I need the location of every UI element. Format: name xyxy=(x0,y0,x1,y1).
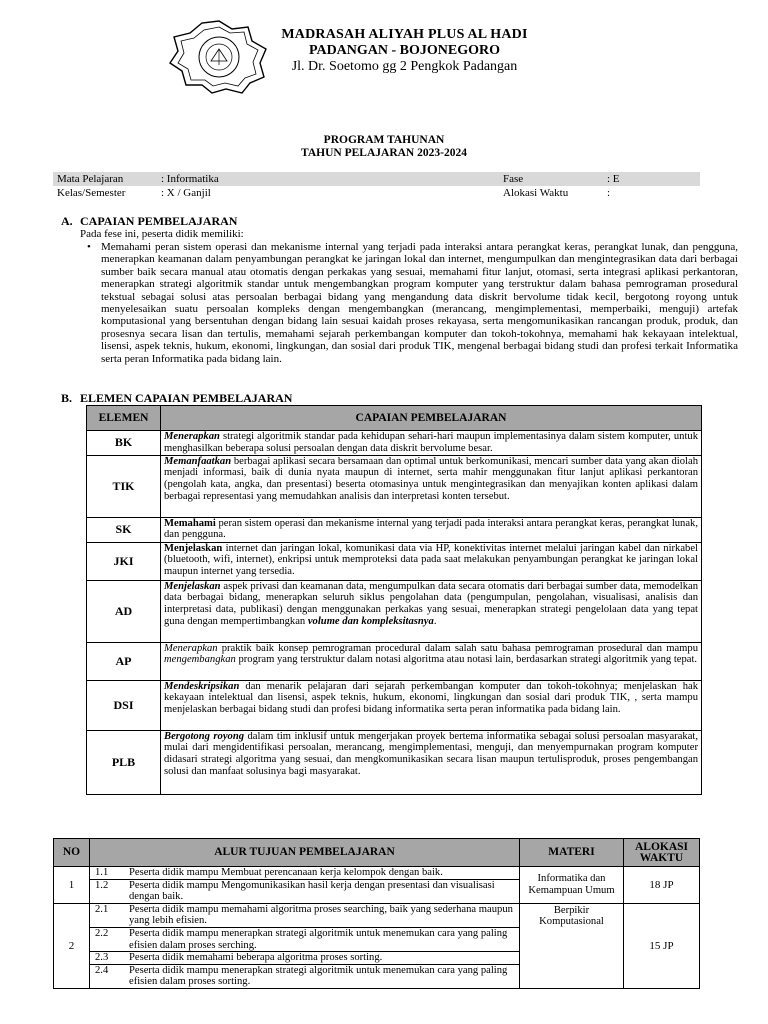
list-item xyxy=(90,928,519,952)
item-number: 2.3 xyxy=(95,952,109,964)
table-row xyxy=(87,517,702,542)
item-number: 2.1 xyxy=(95,903,109,915)
elemen-verb: Memahami xyxy=(164,517,216,529)
mapel-value: : Informatika xyxy=(161,173,219,185)
elemen-header-row xyxy=(87,406,702,431)
table-row xyxy=(87,542,702,580)
table-row xyxy=(87,730,702,794)
elemen-text: praktik baik konsep pemrograman procedural dalam salah satu bahasa pemrograman prosedural dan mampu xyxy=(217,642,698,654)
elemen-desc xyxy=(161,680,702,730)
table-row xyxy=(87,680,702,730)
school-logo xyxy=(166,19,272,95)
elemen-verb: Bergotong royong xyxy=(164,730,245,742)
section-a-intro: Pada fese ini, peserta didik memiliki: xyxy=(80,228,244,240)
materi-cell: Berpikir Komputasional xyxy=(520,903,624,988)
alokasi-value: : xyxy=(607,187,611,199)
elemen-desc xyxy=(161,455,702,517)
bullet-icon: • xyxy=(87,241,91,253)
item-text: Peserta didik memahami beberapa algoritma proses sorting. xyxy=(129,952,383,964)
item-text: Peserta didik mampu menerapkan strategi algoritmik untuk menemukan cara yang paling efisien dalam proses serching. xyxy=(129,927,508,951)
alokasi-header: ALOKASI WAKTU xyxy=(624,839,700,867)
elemen-header: ELEMEN xyxy=(87,406,161,431)
elemen-code: BK xyxy=(87,431,161,456)
section-a-letter: A. xyxy=(61,214,73,228)
list-item xyxy=(90,952,519,965)
elemen-text: aspek privasi dan keamanan data, mengumpulkan data secara otomatis dari berbagai sumber data, memodelkan data berbagai bidang, menerapkan seluruh siklus pengolahan data (pengumpulan, pengolahan, visualisasi, analisis dan interpretasi data, publikasi) dengan menggunakan perkakas yang sesuai, menerapkan strategi pengelolaan data yang tepat guna dengan mempertimbangkan xyxy=(164,580,698,627)
elemen-text: dan menarik pelajaran dari sejarah perkembangan komputer dan tokoh-tokohnya; menjelaskan hak kekayaan intelektual dan lisensi, aspek teknis, hukum, ekonomi, lingkungan dan sosial dari produk TIK, , serta mampu menjelaskan berbagai bidang studi dan profesi bidang informatika serta peran informatika pada bidang lain. xyxy=(164,680,698,716)
alokasi-label: Alokasi Waktu xyxy=(503,187,569,199)
table-row xyxy=(87,455,702,517)
school-name: MADRASAH ALIYAH PLUS AL HADI xyxy=(281,27,528,42)
elemen-desc xyxy=(161,580,702,642)
section-b-letter: B. xyxy=(61,391,73,405)
info-row xyxy=(53,172,700,186)
alur-cell xyxy=(90,867,520,904)
list-item xyxy=(90,867,519,880)
fase-value: : E xyxy=(607,173,620,185)
materi-header: MATERI xyxy=(520,839,624,867)
list-item xyxy=(90,965,519,988)
elemen-desc xyxy=(161,431,702,456)
elemen-verb: Menjelaskan xyxy=(164,580,221,592)
table-row xyxy=(87,431,702,456)
document-title: PROGRAM TAHUNAN xyxy=(323,134,445,146)
section-a-body: Memahami peran sistem operasi dan mekanisme internal yang terjadi pada interaksi antara perangkat keras, perangkat lunak, dan pengguna, menerapkan keamanan dalam penyambungan perangkat ke jaringan lokal dan internet, mengumpulkan dan mengintegrasikan data dari berbagai sumber baik secara manual atau otomatis dengan perkakas yang sesuai, memahami fitur lanjut, otomasi, serta integrasi aplikasi perkantoran, menerapkan strategi algoritmik standar untuk mengembangkan program komputer yang terstruktur dalam bahasa pemrograman prosedural tekstual sebagai solusi atas persoalan berbagai bidang yang mengandung data diskrit bervolume tidak kecil, bergotong royong untuk menyelesaikan suatu persoalan kompleks dengan mengembangkan (merancang, mengimplementasi, memperbaiki, menguji) artefak komputasional yang bersentuhan dengan bidang lain sesuai kaidah proses rekayasa, serta mengomunikasikan rancangan produk, produk, dan prosesnya secara lisan dan tertulis, memahami sejarah perkembangan komputer dan tokoh-tokohnya, memahami hak kekayaan intelektual, lisensi, aspek teknis, hukum, ekonomi, lingkungan, dan sosial dari produk TIK, mengenal berbagai bidang studi dan profesi terkait Informatika serta peran Informatika pada bidang lain. xyxy=(101,241,738,365)
alokasi-cell: 15 JP xyxy=(624,903,700,988)
elemen-text: berbagai aplikasi secara bersamaan dan optimal untuk berkomunikasi, mencari sumber data yang akan diolah menjadi informasi, baik di dunia nyata maupun di internet, serta mahir menggunakan fitur lanjut aplikasi perkantoran (pengolah kata, angka, dan presentasi) beserta otomasinya untuk mengintegrasikan dan menyajikan konten aplikasi dalam berbagai representasi yang memudahkan analisis dan interpretasi konten tersebut. xyxy=(164,455,698,502)
atp-table xyxy=(53,838,700,989)
info-row xyxy=(53,186,700,200)
list-item xyxy=(90,904,519,928)
school-location: PADANGAN - BOJONEGORO xyxy=(308,43,501,58)
elemen-text: dalam tim inklusif untuk mengerjakan proyek bertema informatika sebagai solusi persoalan masyarakat, mulai dari mengidentifikasi persoalan, merancang, mengimplementasi, menguji, dan menyempurnakan program komputer didasari strategi algoritma yang sesuai, dan mengkomunikasikan secara lisan maupun tertulisproduk, proses pengembangan solusi dan manfaat solusinya bagi masyarakat. xyxy=(164,730,699,777)
item-number: 2.2 xyxy=(95,927,109,939)
elemen-emphasis: volume dan kompleksitasnya xyxy=(307,615,434,627)
no-header: NO xyxy=(54,839,90,867)
elemen-text: peran sistem operasi dan mekanisme internal yang terjadi pada interaksi antara perangkat keras, perangkat lunak, dan pengguna. xyxy=(164,517,698,541)
elemen-verb: Menerapkan xyxy=(164,642,218,654)
capaian-header: CAPAIAN PEMBELAJARAN xyxy=(161,406,702,431)
item-number: 2.4 xyxy=(95,964,109,976)
table-row xyxy=(87,642,702,680)
row-number: 1 xyxy=(54,867,90,904)
elemen-code: JKI xyxy=(87,542,161,580)
section-a-title: CAPAIAN PEMBELAJARAN xyxy=(80,214,238,228)
item-text: Peserta didik mampu Mengomunikasikan hasil kerja dengan presentasi dan visualisasi dengan baik. xyxy=(129,879,495,903)
elemen-verb: Menjelaskan xyxy=(164,542,223,554)
elemen-emphasis: mengembangkan xyxy=(164,654,236,666)
elemen-verb: Memanfaatkan xyxy=(164,455,232,467)
materi-cell: Informatika dan Kemampuan Umum xyxy=(520,867,624,904)
elemen-verb: Mendeskripsikan xyxy=(164,680,240,692)
elemen-desc xyxy=(161,517,702,542)
list-item xyxy=(90,880,519,903)
elemen-desc xyxy=(161,642,702,680)
elemen-verb: Menerapkan xyxy=(164,431,220,442)
kelas-value: : X / Ganjil xyxy=(161,187,211,199)
info-table xyxy=(53,172,700,200)
elemen-code: AD xyxy=(87,580,161,642)
alokasi-cell: 18 JP xyxy=(624,867,700,904)
mapel-label: Mata Pelajaran xyxy=(57,173,124,185)
item-text: Peserta didik mampu menerapkan strategi algoritmik untuk menemukan cara yang paling efisien dalam proses sorting. xyxy=(129,964,508,988)
item-number: 1.2 xyxy=(95,879,109,891)
elemen-code: DSI xyxy=(87,680,161,730)
table-row xyxy=(54,867,700,904)
elemen-code: SK xyxy=(87,517,161,542)
item-text: Peserta didik mampu Membuat perencanaan kerja kelompok dengan baik. xyxy=(129,867,443,878)
elemen-desc xyxy=(161,730,702,794)
alur-header: ALUR TUJUAN PEMBELAJARAN xyxy=(90,839,520,867)
elemen-text: strategi algoritmik standar pada kehidupan sehari-hari maupun implementasinya dalam sistem komputer, untuk menghasilkan beberapa solusi persoalan dengan data diskrit bervolume besar. xyxy=(164,431,698,454)
school-address: Jl. Dr. Soetomo gg 2 Pengkok Padangan xyxy=(291,59,518,74)
item-number: 1.1 xyxy=(95,867,109,878)
elemen-end: . xyxy=(433,615,437,627)
elemen-table xyxy=(86,405,702,795)
kelas-label: Kelas/Semester xyxy=(57,187,126,199)
section-b-title: ELEMEN CAPAIAN PEMBELAJARAN xyxy=(80,391,293,405)
alur-cell xyxy=(90,903,520,988)
item-text: Peserta didik mampu memahami algoritma proses searching, baik yang sederhana maupun yang lebih efisien. xyxy=(129,903,513,927)
table-row xyxy=(54,903,700,988)
academic-year: TAHUN PELAJARAN 2023-2024 xyxy=(301,147,467,159)
elemen-text-2: program yang terstruktur dalam notasi algoritma atau notasi lain, berdasarkan strategi algoritmik yang tepat. xyxy=(235,654,698,666)
elemen-code: TIK xyxy=(87,455,161,517)
elemen-code: AP xyxy=(87,642,161,680)
elemen-text: internet dan jaringan lokal, komunikasi data via HP, konektivitas internet melalui jaringan kabel dan nirkabel (bluetooth, wifi, internet), enkripsi untuk memproteksi data pada saat melakukan penyambungan perangkat ke jaringan lokal maupun internet yang tersedia. xyxy=(164,542,698,578)
fase-label: Fase xyxy=(503,173,524,185)
elemen-code: PLB xyxy=(87,730,161,794)
row-number: 2 xyxy=(54,903,90,988)
elemen-desc xyxy=(161,542,702,580)
atp-header-row xyxy=(54,839,700,867)
table-row xyxy=(87,580,702,642)
